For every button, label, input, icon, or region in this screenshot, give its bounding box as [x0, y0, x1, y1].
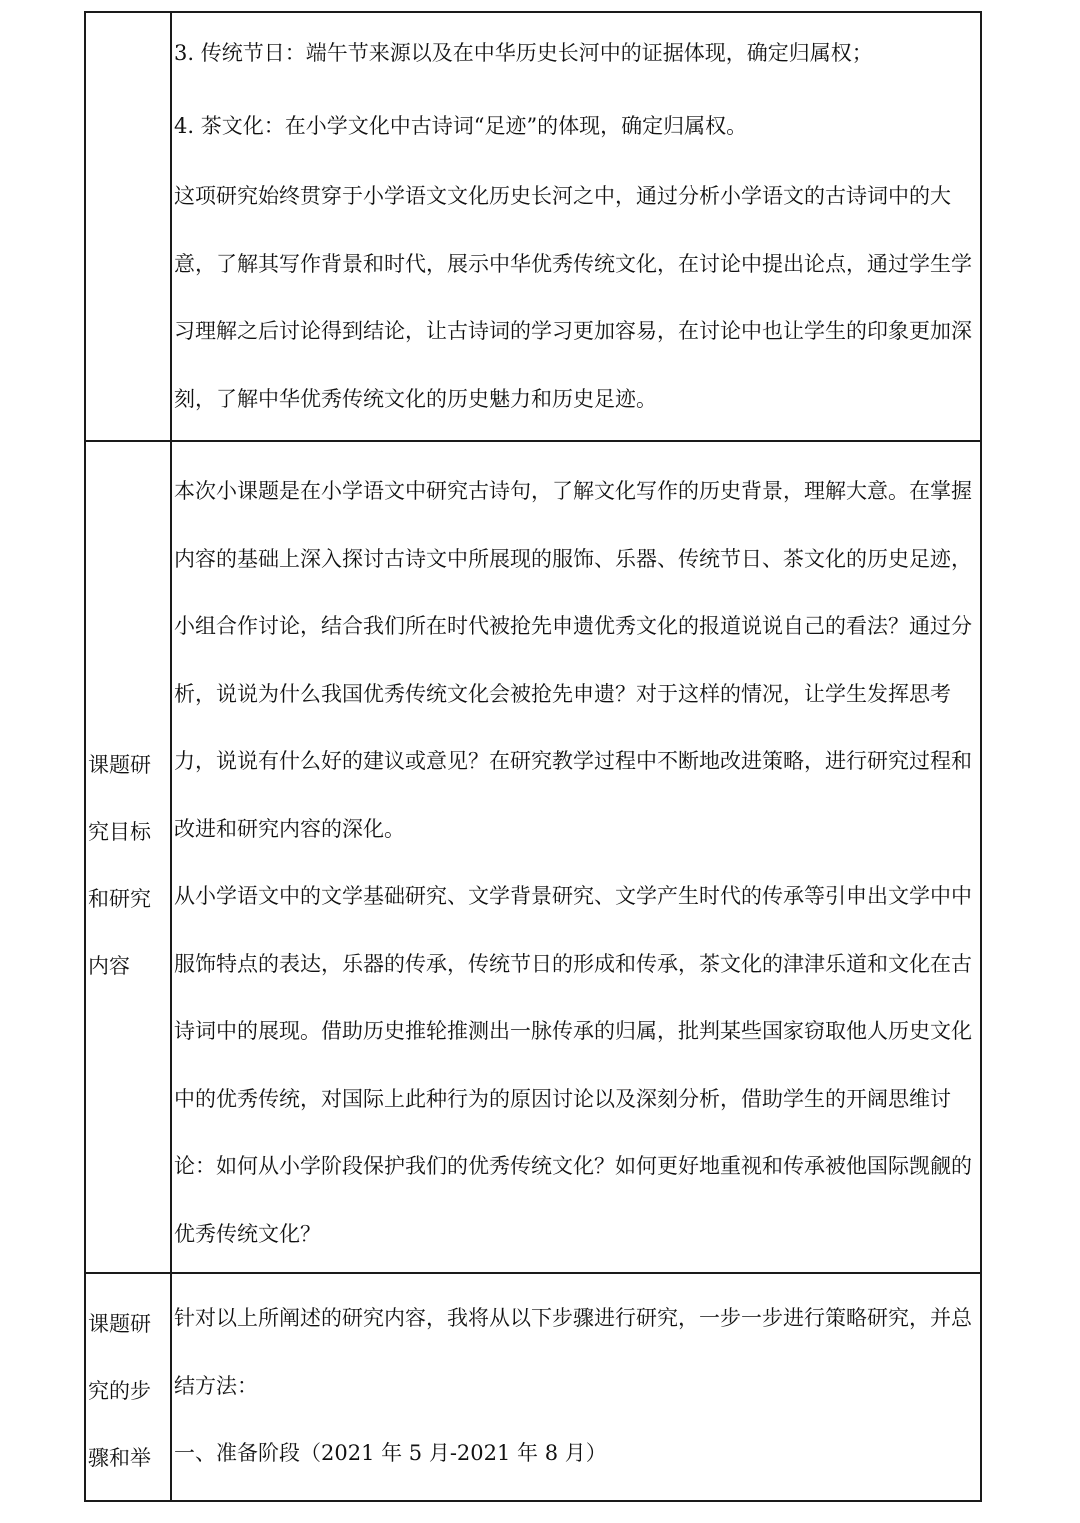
- paragraph-preparation-stage: 一、准备阶段（2021 年 5 月-2021 年 8 月）: [174, 1441, 607, 1465]
- label-research-goals: [86, 442, 170, 1000]
- row-content-cell: [171, 1273, 981, 1501]
- content-text: [172, 1274, 980, 1488]
- row-label-cell: [85, 441, 171, 1273]
- paragraph-research-summary: 这项研究始终贯穿于小学语文文化历史长河之中，通过分析小学语文的古诗词中的大意，了解其写作背景和时代，展示中华优秀传统文化，在讨论中提出论点，通过学生学习理解之后讨论得到结论，让古诗词的学习更加容易，在讨论中也让学生的印象更加深刻，了解中华优秀传统文化的历史魅力和历史足迹。: [174, 184, 972, 411]
- table-row: [85, 1273, 981, 1501]
- paragraph-research-content: 从小学语文中的文学基础研究、文学背景研究、文学产生时代的传承等引申出文学中中服饰特点的表达，乐器的传承，传统节日的形成和传承，茶文化的津津乐道和文化在古诗词中的展现。借助历史推轮推测出一脉传承的归属，批判某些国家窃取他人历史文化中的优秀传统，对国际上此种行为的原因讨论以及深刻分析，借助学生的开阔思维讨论：如何从小学阶段保护我们的优秀传统文化？如何更好地重视和传承被他国际觊觎的优秀传统文化？: [174, 884, 972, 1246]
- row-label-cell: [85, 1273, 171, 1501]
- label-line: 和研究: [88, 887, 151, 911]
- table-row: [85, 12, 981, 441]
- paragraph-research-goal: 本次小课题是在小学语文中研究古诗句，了解文化写作的历史背景，理解大意。在掌握内容的基础上深入探讨古诗文中所展现的服饰、乐器、传统节日、茶文化的历史足迹，小组合作讨论，结合我们所在时代被抢先申遗优秀文化的报道说说自己的看法？通过分析，说说为什么我国优秀传统文化会被抢先申遗？对于这样的情况，让学生发挥思考力，说说有什么好的建议或意见？在研究教学过程中不断地改进策略，进行研究过程和改进和研究内容的深化。: [174, 479, 972, 841]
- label-line: 课题研: [88, 1312, 151, 1336]
- label-line: 内容: [88, 954, 130, 978]
- row-content-cell: [171, 441, 981, 1273]
- label-line: 骤和举: [88, 1446, 151, 1470]
- paragraph-steps-intro: 针对以上所阐述的研究内容，我将从以下步骤进行研究，一步一步进行策略研究，并总结方法：: [174, 1306, 972, 1398]
- row-content-cell: [171, 12, 981, 441]
- row-label-cell: [85, 12, 171, 441]
- research-plan-table: [84, 11, 982, 1502]
- table-row: [85, 441, 981, 1273]
- content-text: [172, 442, 980, 1268]
- paragraph-traditional-festival: 3. 传统节日：端午节来源以及在中华历史长河中的证据体现，确定归属权；: [174, 41, 873, 65]
- label-line: 究的步: [88, 1379, 151, 1403]
- label-line: 课题研: [88, 753, 151, 777]
- paragraph-tea-culture: 4. 茶文化：在小学文化中古诗词“足迹”的体现，确定归属权。: [174, 114, 748, 138]
- label-line: 究目标: [88, 820, 151, 844]
- content-text: [172, 13, 980, 433]
- label-research-steps: [86, 1274, 170, 1492]
